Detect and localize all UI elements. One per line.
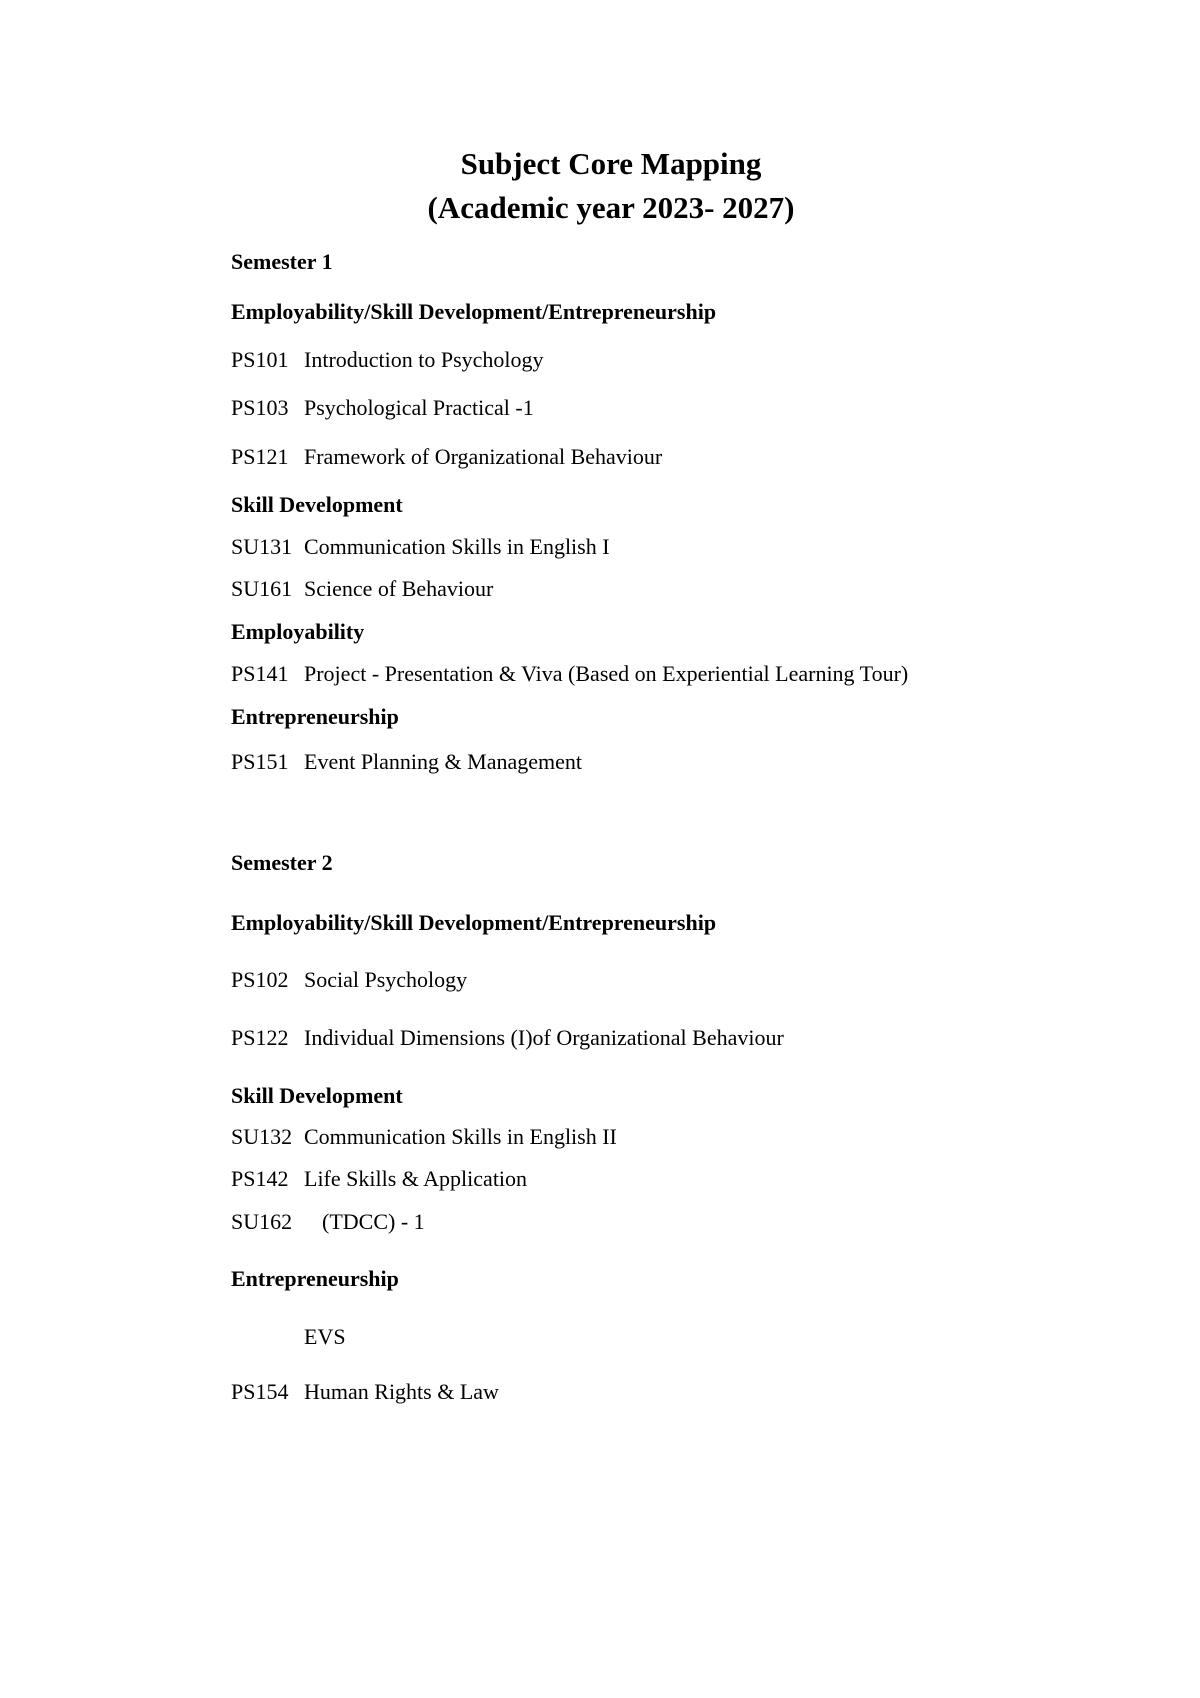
course-row [231,349,544,371]
course-row [231,536,610,558]
section-heading: Skill Development [231,492,403,517]
course-code: SU131 [231,534,293,559]
course-name: (TDCC) - 1 [322,1209,425,1234]
course-row [231,1381,499,1403]
section-heading: Employability/Skill Development/Entrepreneurship [231,910,717,935]
course-name: Science of Behaviour [304,576,494,601]
course-name: Communication Skills in English I [304,534,610,559]
course-row [231,663,908,685]
page-subtitle: (Academic year 2023- 2027) [427,190,795,225]
course-name: Event Planning & Management [304,749,582,774]
course-name: Psychological Practical -1 [304,395,534,420]
course-name: Social Psychology [304,967,468,992]
course-row [231,969,467,991]
course-code: SU132 [231,1124,293,1149]
section-heading: Employability [231,619,365,644]
page-title: Subject Core Mapping [460,146,762,181]
course-row [231,1027,784,1049]
course-name: Introduction to Psychology [304,347,544,372]
course-row [231,1168,527,1190]
section-heading: Entrepreneurship [231,1266,399,1291]
course-name: Individual Dimensions (I)of Organizational Behaviour [304,1025,784,1050]
course-code: PS103 [231,395,289,420]
course-row [231,1211,425,1233]
course-code: PS151 [231,749,289,774]
course-name: Communication Skills in English II [304,1124,617,1149]
course-name: EVS [304,1324,346,1349]
course-code: PS142 [231,1166,289,1191]
course-code: PS122 [231,1025,289,1050]
course-row [231,1326,346,1348]
course-name: Project - Presentation & Viva (Based on Experiential Learning Tour) [304,661,909,686]
course-row [231,578,493,600]
course-code: SU162 [231,1209,293,1234]
course-code: PS141 [231,661,289,686]
course-name: Framework of Organizational Behaviour [304,444,663,469]
section-heading: Employability/Skill Development/Entrepreneurship [231,299,717,324]
course-row [231,751,582,773]
course-code: PS154 [231,1379,289,1404]
course-code: SU161 [231,576,293,601]
section-heading: Skill Development [231,1083,403,1108]
course-name: Human Rights & Law [304,1379,499,1404]
course-code: PS101 [231,347,289,372]
section-heading: Entrepreneurship [231,704,399,729]
course-row [231,446,662,468]
course-row [231,1126,617,1148]
semester-1-heading: Semester 1 [231,249,333,274]
semester-2-heading: Semester 2 [231,850,333,875]
course-code: PS121 [231,444,289,469]
course-row [231,397,534,419]
course-code: PS102 [231,967,289,992]
course-name: Life Skills & Application [304,1166,528,1191]
